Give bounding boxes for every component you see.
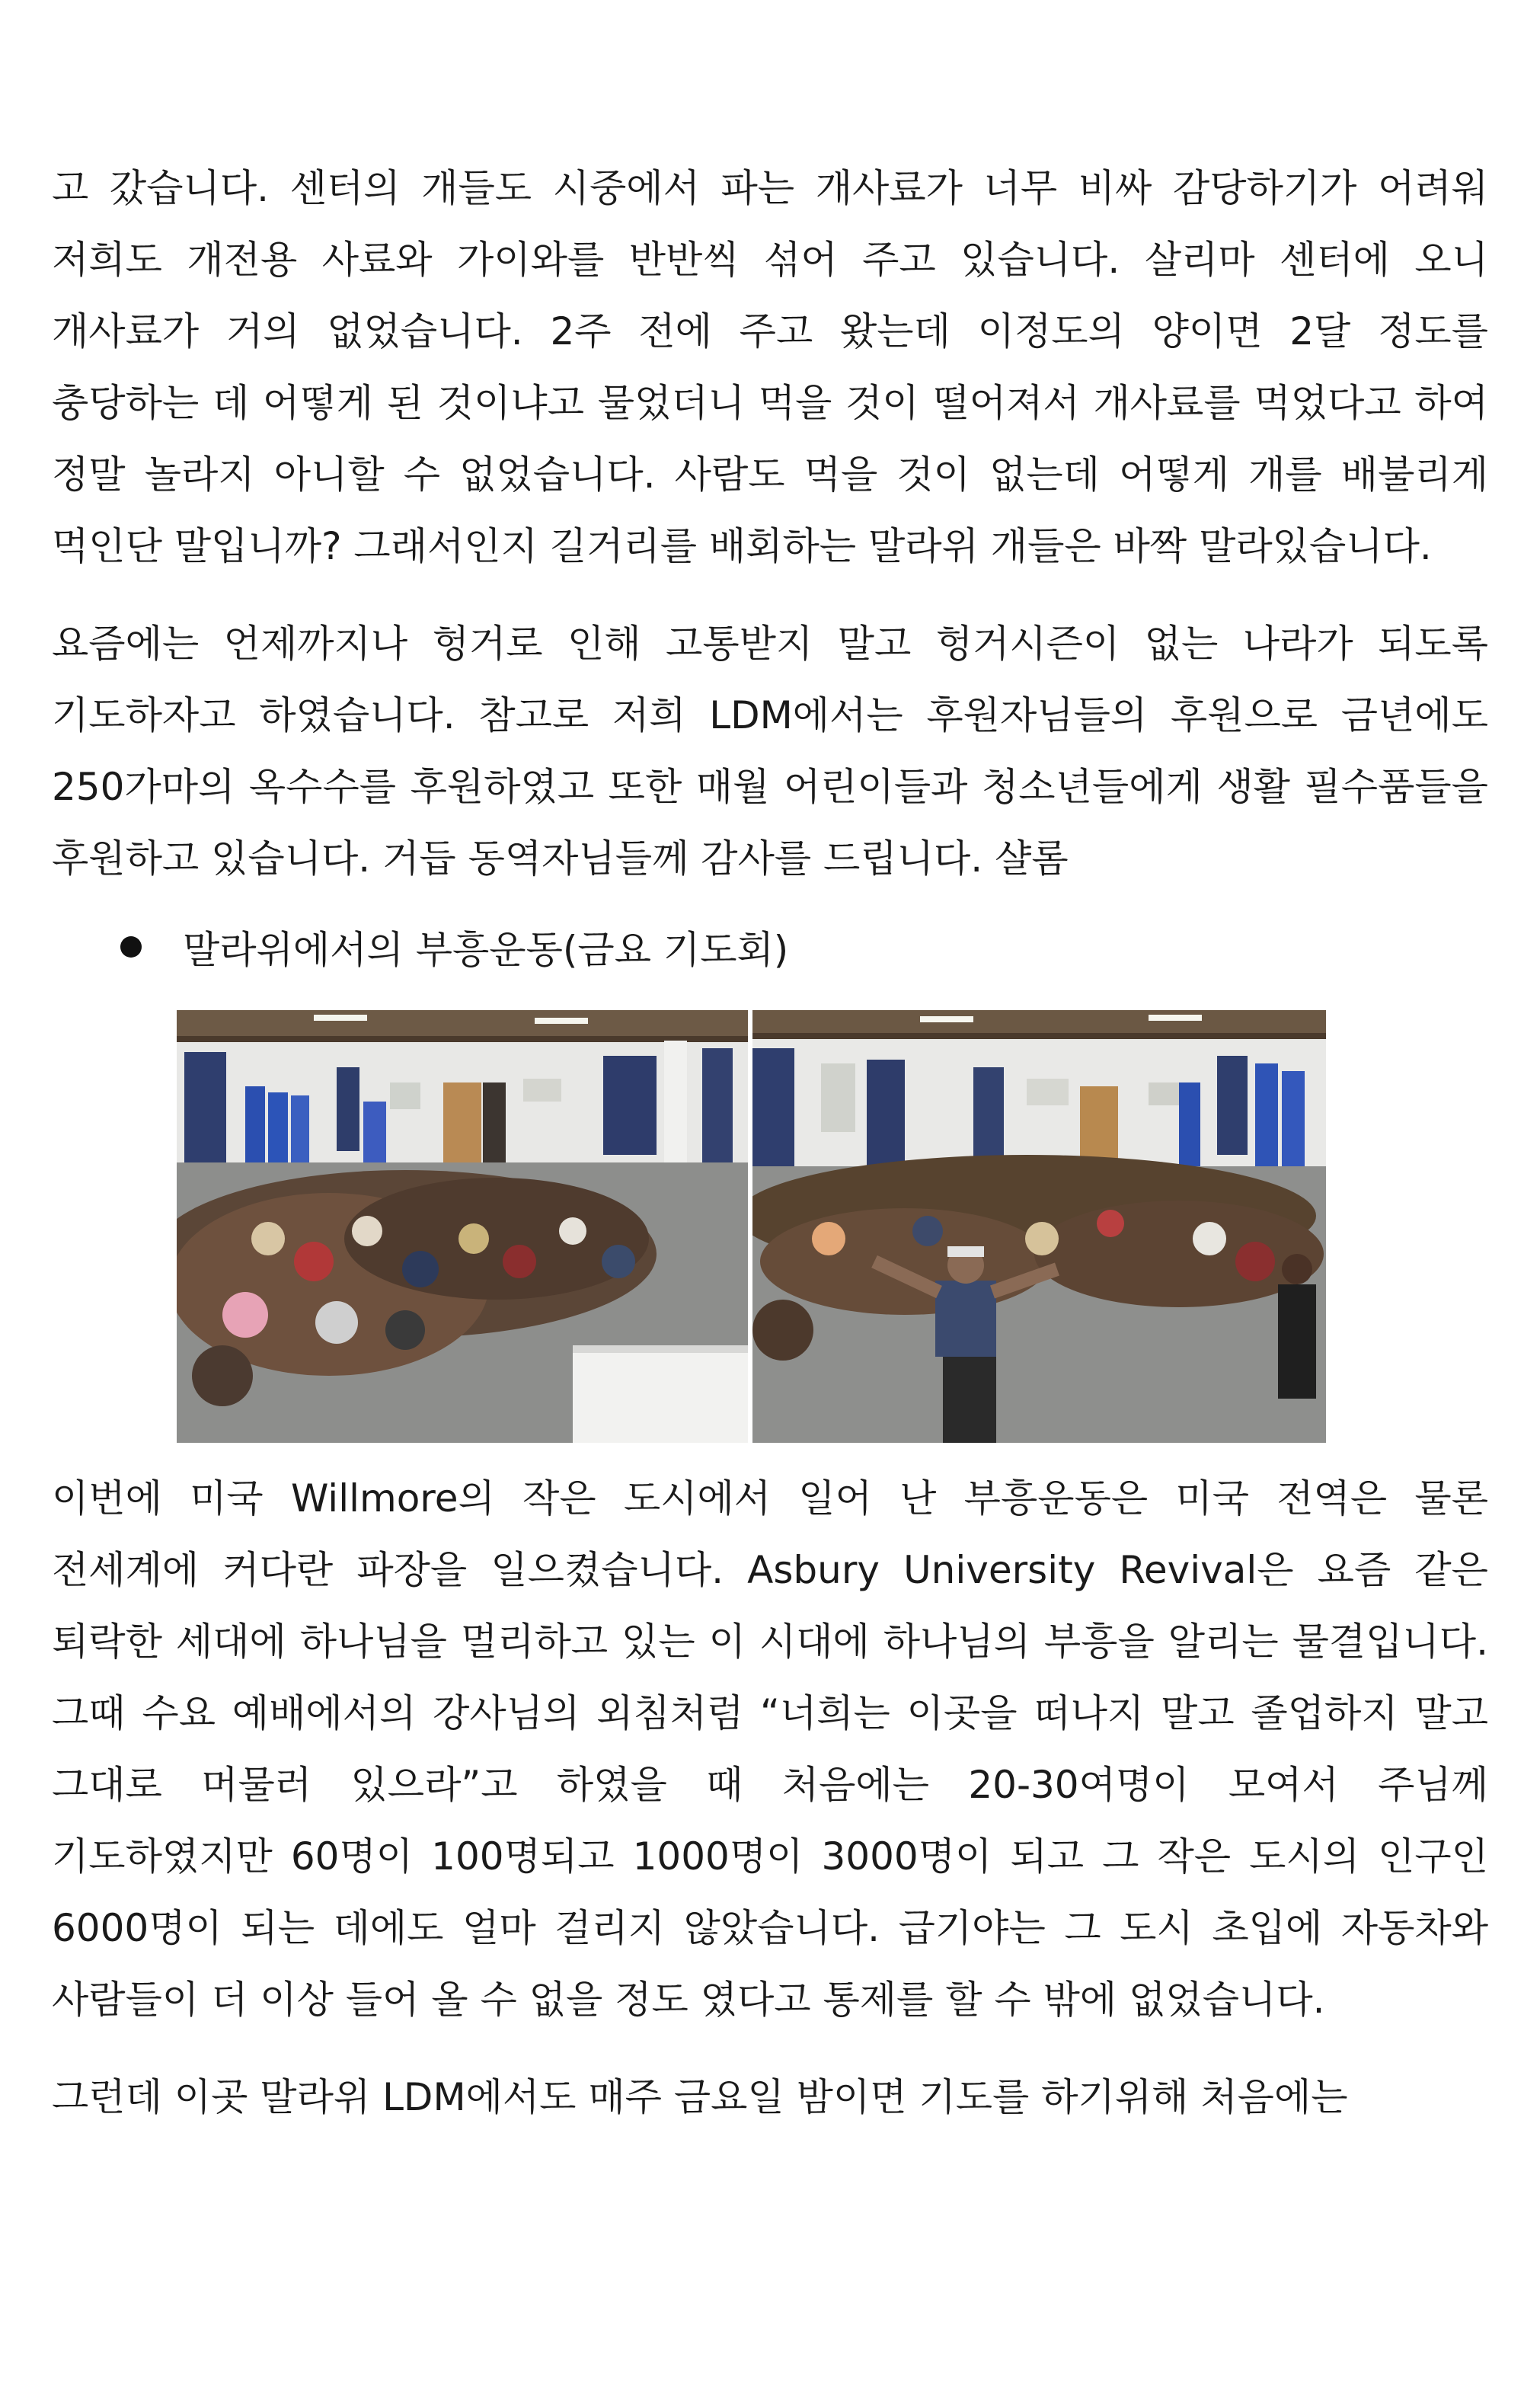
paragraph-asbury-revival: 이번에 미국 Willmore의 작은 도시에서 일어 난 부흥운동은 미국 전역은 물론 전세계에 커다란 파장을 일으켰습니다. Asbury University Revival은 요즘 같은 퇴락한 세대에 하나님을 멀리하고 있는 이 시대에 하나님의 부흥을 알리는 물결입니다. 그때 수요 예배에서의 강사님의 외침처럼 “너희는 이곳을 떠나지 말고 졸업하지 말고 그대로 머물러 있으라”고 하였을 때 처음에는 20-30여명이 모여서 주님께 기도하였지만 60명이 100명되고 1000명이 3000명이 되고 그 작은 도시의 인구인 6000명이 되는 데에도 얼마 걸리지 않았습니다. 급기야는 그 도시 초입에 자동차와 사람들이 더 이상 들어 올 수 없을 정도 였다고 통제를 할 수 밖에 없었습니다. — [52, 1476, 1489, 2022]
bullet-icon — [120, 936, 142, 958]
paragraph-dog-food: 고 갔습니다. 센터의 개들도 시중에서 파는 개사료가 너무 비싸 감당하기가 어려워 저희도 개전용 사료와 가이와를 반반씩 섞어 주고 있습니다. 살리마 센터에 오니 개사료가 거의 없었습니다. 2주 전에 주고 왔는데 이정도의 양이면 2달 정도를 충당하는 데 어떻게 된 것이냐고 물었더니 먹을 것이 떨어져서 개사료를 먹었다고 하여 정말 놀라지 아니할 수 없었습니다. 사람도 먹을 것이 없는데 어떻게 개를 배불리게 먹인단 말입니까? 그래서인지 길거리를 배회하는 말라위 개들은 바짝 말라있습니다. — [52, 166, 1488, 568]
photo-children-seated-hall — [177, 1010, 748, 1443]
photo-children-seated-hall-image — [177, 1010, 748, 1443]
paragraph-hunger-prayer: 요즘에는 언제까지나 헝거로 인해 고통받지 말고 헝거시즌이 없는 나라가 되도록 기도하자고 하였습니다. 참고로 저희 LDM에서는 후원자님들의 후원으로 금년에도 250가마의 옥수수를 후원하였고 또한 매월 어린이들과 청소년들에게 생활 필수품들을 후원하고 있습니다. 거듭 동역자님들께 감사를 드립니다. 샬롬 — [52, 622, 1488, 881]
bullet-text: 말라위에서의 부흥운동(금요 기도회) — [183, 928, 789, 972]
document-page — [52, 152, 1488, 2133]
photo-man-praying-with-children — [752, 1010, 1326, 1443]
paragraph-malawi-friday-prayer: 그런데 이곳 말라위 LDM에서도 매주 금요일 밤이면 기도를 하기위해 처음에는 — [52, 2075, 1348, 2119]
bullet-item-revival-heading — [120, 911, 1488, 983]
photo-strip — [177, 1010, 1488, 1443]
photo-man-praying-with-children-image — [752, 1010, 1326, 1443]
